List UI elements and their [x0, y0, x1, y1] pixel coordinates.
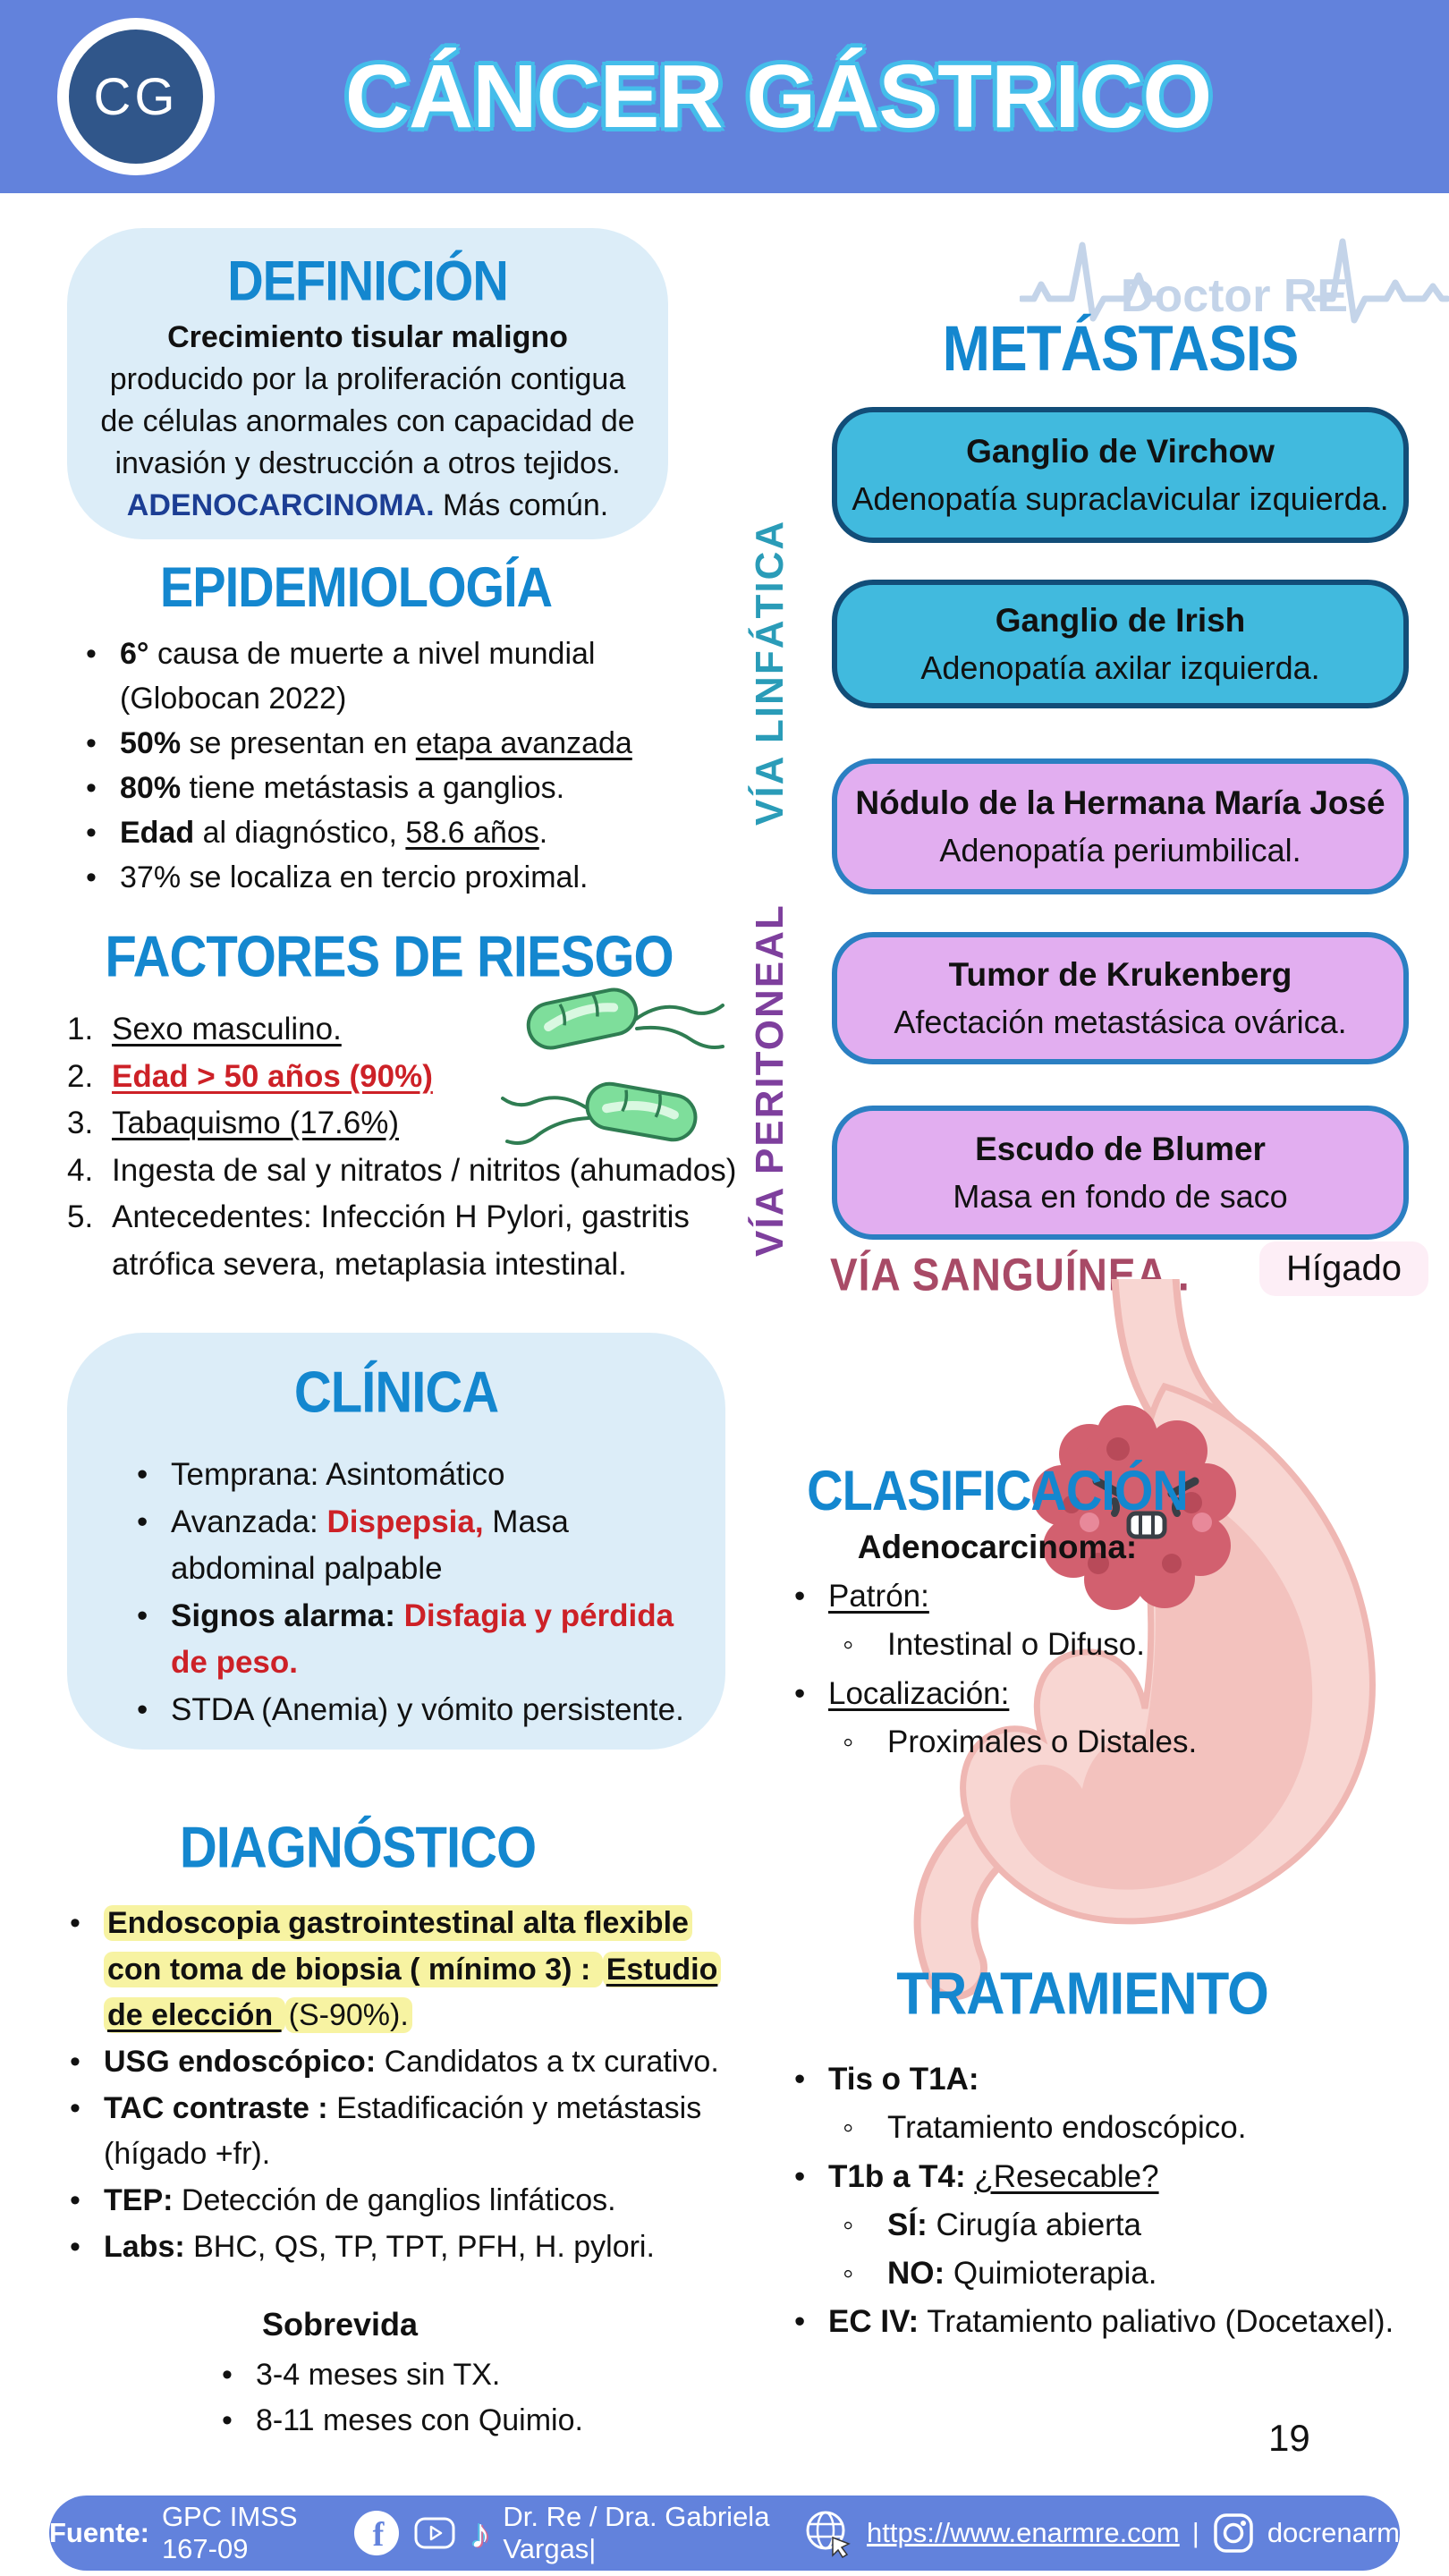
- list-item: ◦ SÍ: Cirugía abierta: [787, 2201, 1413, 2250]
- list-item: • 50% se presentan en etapa avanzada: [79, 722, 669, 767]
- via-linfatica-label: VÍA LINFÁTICA: [748, 519, 792, 826]
- clasificacion-title: CLASIFICACIÓN: [807, 1459, 1188, 1522]
- credits-text: Dr. Re / Dra. Gabriela Vargas|: [503, 2501, 770, 2564]
- list-item: • 8-11 meses con Quimio.: [215, 2398, 583, 2444]
- metastasis-box-hermana-maria-jose: [832, 758, 1409, 894]
- list-item: • TAC contraste : Estadificación y metástasis (hígado +fr).: [63, 2086, 724, 2178]
- via-sanguinea-label: VÍA SANGUÍNEA .: [830, 1249, 1191, 1301]
- metastasis-box-krukenberg: [832, 932, 1409, 1064]
- metastasis-box-name: Nódulo de la Hermana María José: [855, 784, 1385, 821]
- header-banner: [0, 0, 1449, 193]
- list-item: • EC IV: Tratamiento paliativo (Docetaxel).: [787, 2298, 1413, 2346]
- list-item: • 6° causa de muerte a nivel mundial (Globocan 2022): [79, 632, 669, 722]
- list-item: • Patrón:: [787, 1572, 1288, 1621]
- metastasis-box-name: Escudo de Blumer: [975, 1130, 1266, 1167]
- metastasis-box-irish: [832, 580, 1409, 708]
- diagnostico-list: [63, 1901, 724, 2270]
- metastasis-box-name: Tumor de Krukenberg: [948, 955, 1292, 993]
- sobrevida-list: [215, 2352, 583, 2444]
- metastasis-box-blumer: [832, 1106, 1409, 1240]
- list-item: • Endoscopia gastrointestinal alta flexible con toma de biopsia ( mínimo 3) : Estudio de elección (S-90%).: [63, 1901, 724, 2039]
- cg-logo: [57, 18, 215, 175]
- footer-bar: [49, 2496, 1400, 2571]
- list-item: • Localización:: [787, 1670, 1288, 1718]
- list-item: ◦ Intestinal o Difuso.: [787, 1621, 1288, 1669]
- definicion-card: [67, 228, 668, 539]
- page-number: 19: [1268, 2417, 1310, 2459]
- metastasis-title: METÁSTASIS: [942, 312, 1299, 385]
- definicion-title: DEFINICIÓN: [227, 249, 508, 313]
- list-item: • 37% se localiza en tercio proximal.: [79, 856, 669, 901]
- list-item: • TEP: Detección de ganglios linfáticos.: [63, 2178, 724, 2224]
- list-item: Ingesta de sal y nitratos / nitritos (ahumados): [112, 1152, 737, 1188]
- list-item: • USG endoscópico: Candidatos a tx curativo.: [63, 2039, 724, 2086]
- sobrevida-title: Sobrevida: [261, 2306, 419, 2343]
- list-item: • Edad al diagnóstico, 58.6 años.: [79, 811, 669, 856]
- list-item: Sexo masculino.: [112, 1012, 342, 1046]
- cg-logo-text: CG: [93, 67, 179, 126]
- list-item: • 3-4 meses sin TX.: [215, 2352, 583, 2398]
- h-pylori-bacteria-illustration: [501, 973, 724, 1161]
- list-item: • Tis o T1A:: [787, 2055, 1413, 2104]
- clasificacion-subtitle: Adenocarcinoma:: [857, 1529, 1138, 1565]
- diagnostico-section: [63, 1814, 724, 2270]
- separator: |: [1191, 2517, 1199, 2548]
- list-item: • Labs: BHC, QS, TP, TPT, PFH, H. pylori.: [63, 2224, 724, 2271]
- clasificacion-section: [787, 1458, 1208, 1566]
- higado-tag: Hígado: [1259, 1241, 1428, 1296]
- metastasis-box-desc: Afectación metastásica ovárica.: [894, 1003, 1347, 1040]
- metastasis-box-name: Ganglio de Virchow: [966, 432, 1275, 470]
- fuente-value: GPC IMSS 167-09: [161, 2501, 298, 2564]
- page-title: CÁNCER GÁSTRICO: [344, 46, 1212, 147]
- metastasis-box-name: Ganglio de Irish: [995, 601, 1246, 639]
- tratamiento-title: TRATAMIENTO: [896, 1960, 1268, 2028]
- list-item: • Temprana: Asintomático: [130, 1452, 684, 1499]
- clinica-title: CLÍNICA: [293, 1360, 499, 1426]
- epidemiologia-title: EPIDEMIOLOGÍA: [159, 555, 553, 619]
- metastasis-box-desc: Masa en fondo de saco: [953, 1177, 1288, 1215]
- clinica-card: [67, 1333, 725, 1750]
- list-item: Edad > 50 años (90%): [112, 1058, 433, 1094]
- website-link[interactable]: https://www.enarmre.com: [867, 2517, 1180, 2548]
- diagnostico-title: DIAGNÓSTICO: [179, 1815, 537, 1880]
- list-item: • Signos alarma: Disfagia y pérdida de peso.: [130, 1593, 684, 1687]
- list-item: • T1b a T4: ¿Resecable?: [787, 2153, 1413, 2201]
- via-peritoneal-label: VÍA PERITONEAL: [748, 903, 792, 1258]
- youtube-icon: [412, 2513, 457, 2553]
- metastasis-box-desc: Adenopatía supraclavicular izquierda.: [852, 479, 1389, 517]
- metastasis-box-desc: Adenopatía periumbilical.: [939, 831, 1301, 869]
- globe-icon: [802, 2507, 854, 2559]
- factores-title: FACTORES DE RIESGO: [105, 924, 674, 989]
- epidemiologia-section: [79, 555, 705, 901]
- list-item: Tabaquismo (17.6%): [112, 1106, 399, 1140]
- list-item: ◦ NO: Quimioterapia.: [787, 2250, 1413, 2298]
- instagram-icon: [1212, 2512, 1255, 2555]
- list-item: ◦ Tratamiento endoscópico.: [787, 2104, 1413, 2152]
- facebook-icon: [353, 2510, 400, 2556]
- metastasis-box-virchow: [832, 407, 1409, 543]
- list-item: • Avanzada: Dispepsia, Masa abdominal palpable: [130, 1499, 684, 1593]
- tiktok-icon: ♪: [470, 2510, 491, 2556]
- clinica-list: [130, 1452, 684, 1733]
- definicion-body: Crecimiento tisular maligno producido por la proliferación contigua de células anormales con capacidad de invasión y destrucción a otros tejidos. ADENOCARCINOMA. Más común.: [100, 320, 635, 522]
- list-item: ◦ Proximales o Distales.: [787, 1718, 1288, 1767]
- metastasis-box-desc: Adenopatía axilar izquierda.: [920, 648, 1320, 686]
- list-item: Antecedentes: Infección H Pylori, gastritis atrófica severa, metaplasia intestinal.: [112, 1199, 690, 1282]
- instagram-handle: docrenarm: [1267, 2517, 1400, 2548]
- list-item: • STDA (Anemia) y vómito persistente.: [130, 1687, 684, 1734]
- fuente-label: Fuente:: [49, 2517, 149, 2548]
- doctor-re-logo-text: Doctor RE: [1120, 270, 1349, 322]
- svg-text:f: f: [373, 2516, 385, 2554]
- epidemiologia-list: [79, 632, 669, 901]
- list-item: • 80% tiene metástasis a ganglios.: [79, 767, 669, 811]
- clasificacion-list: [787, 1572, 1288, 1767]
- tratamiento-list: [787, 2055, 1413, 2347]
